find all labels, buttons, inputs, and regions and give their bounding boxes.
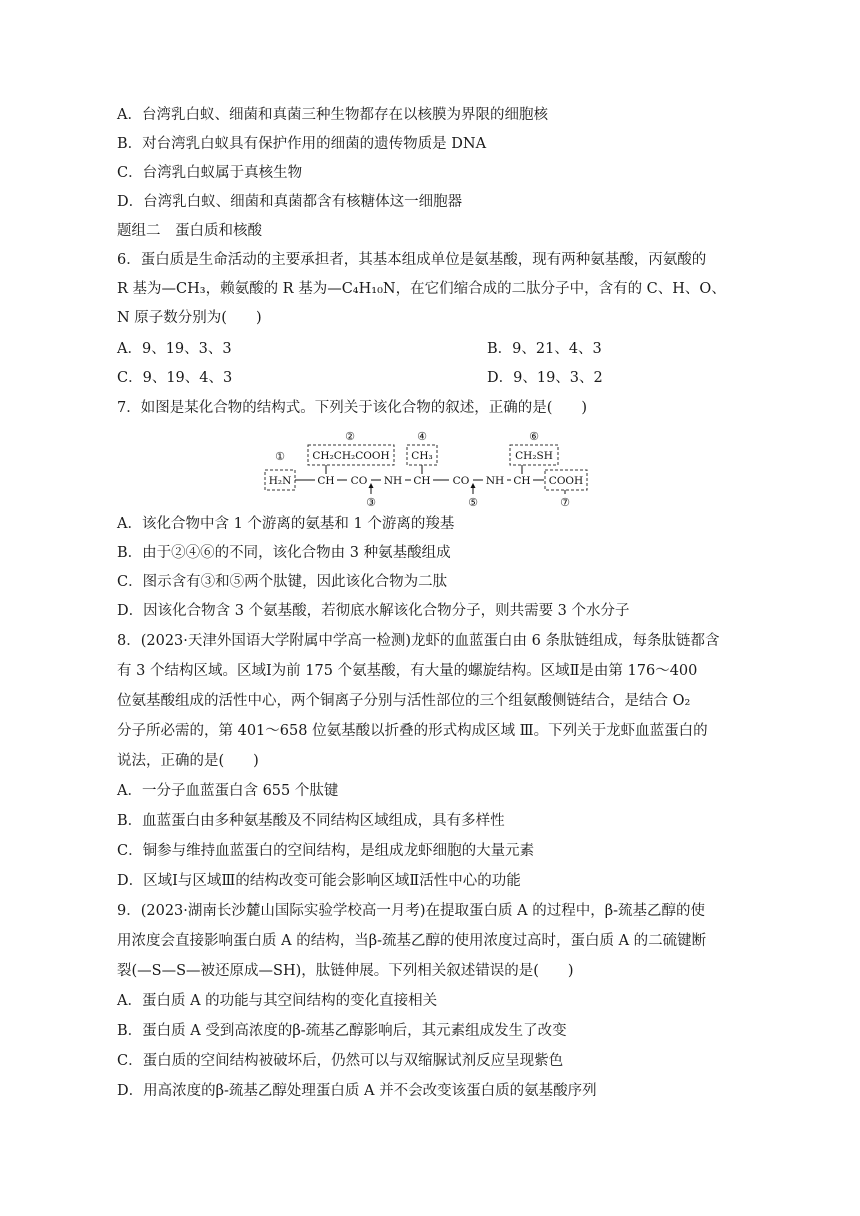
q8-option-a: A．一分子血蓝蛋白含 655 个肽键 bbox=[117, 783, 339, 799]
q5-option-a: A．台湾乳白蚁、细菌和真菌三种生物都存在以核膜为界限的细胞核 bbox=[117, 107, 548, 123]
q9-option-b: B．蛋白质 A 受到高浓度的β-巯基乙醇影响后，其元素组成发生了改变 bbox=[117, 1023, 567, 1039]
q5-option-c: C．台湾乳白蚁属于真核生物 bbox=[117, 165, 303, 181]
backbone-ch-2: CH bbox=[413, 475, 431, 487]
backbone-nh-1: NH bbox=[383, 475, 403, 487]
amino-group: H₂N bbox=[268, 475, 292, 487]
q7-option-c: C．图示含有③和⑤两个肽键，因此该化合物为二肽 bbox=[117, 574, 448, 590]
q6-stem-line-2: R 基为—CH₃，赖氨酸的 R 基为—C₄H₁₀N，在它们缩合成的二肽分子中，含有的 C、H、O、 bbox=[117, 281, 726, 297]
q8-stem-line-3: 位氨基酸组成的活性中心，两个铜离子分别与活性部位的三个组氨酸侧链结合，是结合 O₂ bbox=[117, 693, 691, 709]
marker-7: ⑦ bbox=[560, 496, 570, 509]
peptide-structure-diagram bbox=[264, 428, 600, 510]
arrow-head-5 bbox=[471, 483, 476, 488]
q6-option-a: A．9、19、3、3 bbox=[117, 341, 232, 357]
q9-stem-line-2: 用浓度会直接影响蛋白质 A 的结构，当β-巯基乙醇的使用浓度过高时，蛋白质 A 的二硫键断 bbox=[117, 933, 707, 949]
q7-option-d: D．因该化合物含 3 个氨基酸，若彻底水解该化合物分子，则共需要 3 个水分子 bbox=[117, 603, 630, 619]
marker-1: ① bbox=[275, 450, 285, 463]
peptide-structure-svg bbox=[264, 428, 600, 510]
section-title: 题组二 蛋白质和核酸 bbox=[117, 223, 262, 239]
q8-stem-line-5: 说法，正确的是( ) bbox=[117, 753, 259, 769]
q8-option-b: B．血蓝蛋白由多种氨基酸及不同结构区域组成，具有多样性 bbox=[117, 813, 505, 829]
q5-option-b: B．对台湾乳白蚁具有保护作用的细菌的遗传物质是 DNA bbox=[117, 136, 487, 152]
backbone-ch-1: CH bbox=[317, 475, 335, 487]
backbone-nh-2: NH bbox=[485, 475, 505, 487]
marker-4: ④ bbox=[417, 430, 427, 443]
q7-option-b: B．由于②④⑥的不同，该化合物由 3 种氨基酸组成 bbox=[117, 545, 451, 561]
r-group-1: CH₂CH₂COOH bbox=[312, 450, 390, 462]
marker-6: ⑥ bbox=[529, 430, 539, 443]
q8-option-c: C．铜参与维持血蓝蛋白的空间结构，是组成龙虾细胞的大量元素 bbox=[117, 843, 535, 859]
backbone-co-1: CO bbox=[350, 475, 368, 487]
q8-option-d: D．区域Ⅰ与区域Ⅲ的结构改变可能会影响区域Ⅱ活性中心的功能 bbox=[117, 873, 521, 889]
r-group-2: CH₃ bbox=[411, 450, 433, 462]
marker-2: ② bbox=[345, 430, 355, 443]
q7-stem: 7．如图是某化合物的结构式。下列关于该化合物的叙述，正确的是( ) bbox=[117, 400, 588, 416]
q8-stem-line-2: 有 3 个结构区域。区域Ⅰ为前 175 个氨基酸，有大量的螺旋结构。区域Ⅱ是由第 176～400 bbox=[117, 663, 698, 679]
q9-option-c: C．蛋白质的空间结构被破坏后，仍然可以与双缩脲试剂反应呈现紫色 bbox=[117, 1053, 564, 1069]
q6-stem-line-3: N 原子数分别为( ) bbox=[117, 310, 262, 326]
q6-stem-line-1: 6．蛋白质是生命活动的主要承担者，其基本组成单位是氨基酸，现有两种氨基酸，丙氨酸的 bbox=[117, 252, 707, 268]
marker-3: ③ bbox=[366, 496, 376, 509]
q6-option-b: B．9、21、4、3 bbox=[487, 341, 602, 357]
marker-5: ⑤ bbox=[468, 496, 478, 509]
backbone-ch-3: CH bbox=[513, 475, 531, 487]
r-group-3: CH₂SH bbox=[515, 450, 553, 462]
q7-option-a: A．该化合物中含 1 个游离的氨基和 1 个游离的羧基 bbox=[117, 516, 455, 532]
q9-option-a: A．蛋白质 A 的功能与其空间结构的变化直接相关 bbox=[117, 993, 438, 1009]
q9-stem-line-1: 9．(2023·湖南长沙麓山国际实验学校高一月考)在提取蛋白质 A 的过程中，β-巯基乙醇的使 bbox=[117, 903, 706, 919]
arrow-head-3 bbox=[369, 483, 374, 488]
carboxyl-group: COOH bbox=[548, 475, 584, 487]
q8-stem-line-4: 分子所必需的，第 401～658 位氨基酸以折叠的形式构成区域 Ⅲ。下列关于龙虾血蓝蛋白的 bbox=[117, 723, 708, 739]
backbone-co-2: CO bbox=[452, 475, 470, 487]
q9-stem-line-3: 裂(—S—S—被还原成—SH)，肽链伸展。下列相关叙述错误的是( ) bbox=[117, 963, 574, 979]
q6-option-c: C．9、19、4、3 bbox=[117, 370, 233, 386]
q6-option-d: D．9、19、3、2 bbox=[487, 370, 603, 386]
q5-option-d: D．台湾乳白蚁、细菌和真菌都含有核糖体这一细胞器 bbox=[117, 194, 463, 210]
q9-option-d: D．用高浓度的β-巯基乙醇处理蛋白质 A 并不会改变该蛋白质的氨基酸序列 bbox=[117, 1083, 597, 1099]
q8-stem-line-1: 8．(2023·天津外国语大学附属中学高一检测)龙虾的血蓝蛋白由 6 条肽链组成，每条肽链都含 bbox=[117, 633, 720, 649]
